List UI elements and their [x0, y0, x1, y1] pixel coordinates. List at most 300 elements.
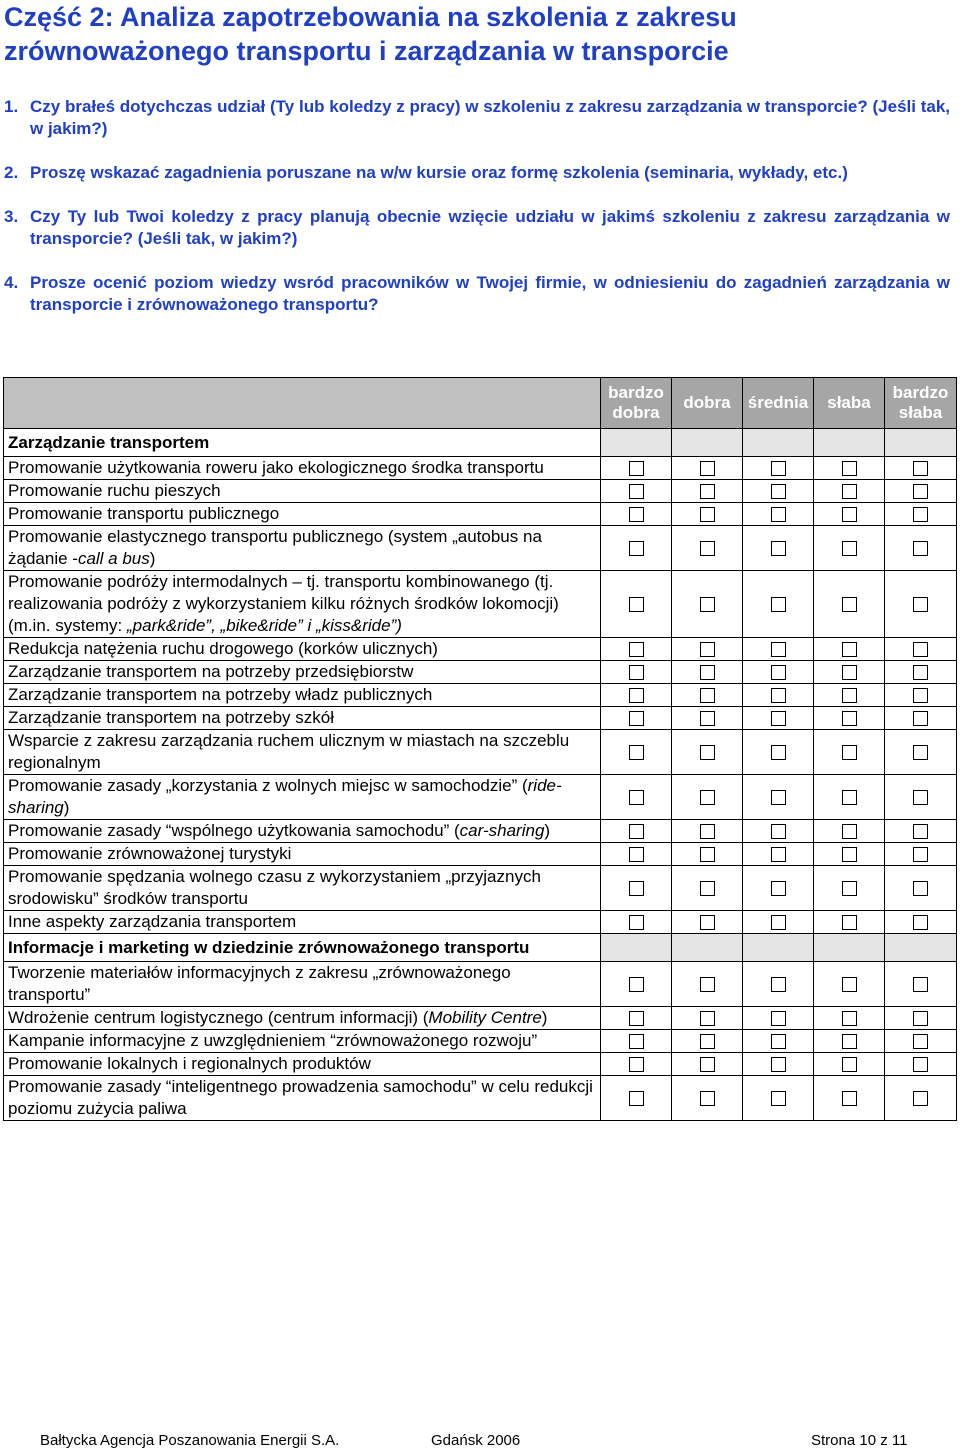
rating-cell: [743, 911, 814, 934]
rating-checkbox[interactable]: [700, 824, 715, 839]
rating-checkbox[interactable]: [771, 790, 786, 805]
item-label: [4, 571, 601, 638]
rating-checkbox[interactable]: [913, 915, 928, 930]
item-label-segment: Promowanie użytkowania roweru jako ekologicznego środka transportu: [8, 458, 544, 477]
table-row: [4, 1053, 957, 1076]
rating-checkbox[interactable]: [913, 1091, 928, 1106]
item-label-segment: Wsparcie z zakresu zarządzania ruchem ulicznym w miastach na szczeblu regionalnym: [8, 731, 570, 772]
table-row: [4, 820, 957, 843]
rating-cell: [601, 1030, 672, 1053]
table-row: [4, 866, 957, 911]
table-row: [4, 503, 957, 526]
rating-cell: [743, 820, 814, 843]
rating-cell: [885, 684, 957, 707]
rating-cell: [672, 911, 743, 934]
rating-cell: [885, 526, 957, 571]
table-row: [4, 775, 957, 820]
rating-cell: [672, 1076, 743, 1121]
rating-cell: [601, 457, 672, 480]
rating-checkbox[interactable]: [771, 881, 786, 896]
rating-cell: [814, 1053, 885, 1076]
table-row: [4, 457, 957, 480]
rating-checkbox[interactable]: [842, 881, 857, 896]
section-blank-cell: [814, 429, 885, 457]
rating-cell: [885, 843, 957, 866]
rating-cell: [672, 457, 743, 480]
rating-checkbox[interactable]: [700, 1057, 715, 1072]
section-header-row: [4, 429, 957, 457]
rating-cell: [814, 638, 885, 661]
section-blank-cell: [885, 934, 957, 962]
item-label-segment: Mobility Centre: [428, 1008, 542, 1027]
rating-cell: [672, 1053, 743, 1076]
section-header-row: [4, 934, 957, 962]
question-number: 1.: [4, 97, 19, 116]
rating-cell: [885, 707, 957, 730]
table-row: [4, 730, 957, 775]
rating-cell: [743, 730, 814, 775]
item-label: [4, 684, 601, 707]
rating-cell: [672, 503, 743, 526]
rating-checkbox[interactable]: [700, 790, 715, 805]
item-label-segment: ): [544, 821, 551, 840]
rating-cell: [814, 1076, 885, 1121]
section-blank-cell: [743, 429, 814, 457]
rating-cell: [672, 571, 743, 638]
item-label: [4, 775, 601, 820]
table-row: [4, 1007, 957, 1030]
rating-checkbox[interactable]: [771, 1091, 786, 1106]
rating-cell: [672, 526, 743, 571]
rating-cell: [743, 1076, 814, 1121]
rating-cell: [601, 730, 672, 775]
rating-checkbox[interactable]: [842, 597, 857, 612]
rating-checkbox[interactable]: [913, 847, 928, 862]
rating-checkbox[interactable]: [629, 642, 644, 657]
item-label-segment: Zarządzanie transportem na potrzeby przedsiębiorstw: [8, 662, 414, 681]
section-blank-cell: [672, 934, 743, 962]
rating-checkbox[interactable]: [913, 1034, 928, 1049]
rating-checkbox[interactable]: [842, 1011, 857, 1026]
rating-cell: [601, 638, 672, 661]
table-row: [4, 962, 957, 1007]
rating-cell: [814, 962, 885, 1007]
rating-cell: [601, 1053, 672, 1076]
item-label: [4, 1053, 601, 1076]
rating-checkbox[interactable]: [771, 977, 786, 992]
header-blank-cell: [4, 378, 601, 429]
rating-checkbox[interactable]: [700, 977, 715, 992]
rating-cell: [814, 866, 885, 911]
rating-cell: [814, 480, 885, 503]
item-label: [4, 638, 601, 661]
rating-cell: [672, 1007, 743, 1030]
rating-cell: [814, 730, 885, 775]
rating-cell: [743, 962, 814, 1007]
rating-cell: [885, 503, 957, 526]
rating-cell: [885, 638, 957, 661]
rating-checkbox[interactable]: [913, 790, 928, 805]
item-label: [4, 1030, 601, 1053]
item-label: [4, 843, 601, 866]
rating-checkbox[interactable]: [771, 507, 786, 522]
item-label-segment: ): [63, 798, 70, 817]
rating-checkbox[interactable]: [700, 915, 715, 930]
rating-checkbox[interactable]: [913, 688, 928, 703]
item-label-segment: Promowanie ruchu pieszych: [8, 481, 221, 500]
rating-checkbox[interactable]: [771, 642, 786, 657]
rating-checkbox[interactable]: [771, 461, 786, 476]
rating-cell: [885, 820, 957, 843]
question-1: [4, 96, 950, 140]
rating-cell: [885, 730, 957, 775]
item-label: [4, 1076, 601, 1121]
rating-cell: [814, 526, 885, 571]
rating-cell: [885, 457, 957, 480]
rating-checkbox[interactable]: [629, 977, 644, 992]
rating-cell: [814, 661, 885, 684]
rating-checkbox[interactable]: [700, 665, 715, 680]
rating-checkbox[interactable]: [842, 915, 857, 930]
rating-checkbox[interactable]: [913, 642, 928, 657]
rating-checkbox[interactable]: [771, 688, 786, 703]
rating-cell: [743, 1030, 814, 1053]
rating-checkbox[interactable]: [842, 847, 857, 862]
section-blank-cell: [601, 934, 672, 962]
rating-checkbox[interactable]: [842, 977, 857, 992]
rating-cell: [672, 707, 743, 730]
rating-cell: [601, 843, 672, 866]
rating-checkbox[interactable]: [629, 665, 644, 680]
item-label: [4, 707, 601, 730]
rating-cell: [672, 866, 743, 911]
rating-checkbox[interactable]: [842, 665, 857, 680]
rating-checkbox[interactable]: [842, 541, 857, 556]
rating-checkbox[interactable]: [771, 541, 786, 556]
rating-checkbox[interactable]: [700, 484, 715, 499]
page-heading: Część 2: Analiza zapotrzebowania na szkolenia z zakresu zrównoważonego transportu i zarządzania w transporcie: [4, 2, 737, 66]
rating-cell: [672, 730, 743, 775]
rating-checkbox[interactable]: [771, 745, 786, 760]
rating-checkbox[interactable]: [700, 745, 715, 760]
section-title: Zarządzanie transportem: [4, 429, 601, 457]
rating-checkbox[interactable]: [913, 541, 928, 556]
table-row: [4, 707, 957, 730]
table-row: [4, 661, 957, 684]
rating-cell: [601, 571, 672, 638]
item-label-segment: Promowanie zrównoważonej turystyki: [8, 844, 292, 863]
section-title: Informacje i marketing w dziedzinie zrównoważonego transportu: [4, 934, 601, 962]
rating-cell: [885, 911, 957, 934]
rating-checkbox[interactable]: [771, 1057, 786, 1072]
rating-checkbox[interactable]: [913, 1011, 928, 1026]
rating-cell: [885, 1053, 957, 1076]
section-blank-cell: [814, 934, 885, 962]
rating-checkbox[interactable]: [700, 597, 715, 612]
rating-checkbox[interactable]: [913, 745, 928, 760]
rating-cell: [601, 1076, 672, 1121]
question-4: [4, 272, 950, 316]
rating-checkbox[interactable]: [913, 461, 928, 476]
rating-checkbox[interactable]: [700, 711, 715, 726]
rating-checkbox[interactable]: [700, 847, 715, 862]
rating-cell: [601, 480, 672, 503]
rating-cell: [601, 1007, 672, 1030]
item-label-segment: ): [149, 549, 156, 568]
table-row: [4, 480, 957, 503]
rating-checkbox[interactable]: [700, 461, 715, 476]
rating-cell: [814, 820, 885, 843]
footer-organization: Bałtycka Agencja Poszanowania Energii S.A.: [40, 1432, 340, 1449]
rating-cell: [743, 843, 814, 866]
rating-cell: [814, 571, 885, 638]
rating-checkbox[interactable]: [771, 597, 786, 612]
rating-checkbox[interactable]: [629, 461, 644, 476]
item-label-segment: Promowanie spędzania wolnego czasu z wykorzystaniem „przyjaznych srodowisku” środków transportu: [8, 867, 541, 908]
rating-checkbox[interactable]: [842, 642, 857, 657]
rating-cell: [814, 503, 885, 526]
header-option: bardzo słaba: [885, 378, 957, 429]
rating-checkbox[interactable]: [629, 1034, 644, 1049]
section-blank-cell: [601, 429, 672, 457]
footer-place-date: Gdańsk 2006: [431, 1432, 521, 1449]
rating-checkbox[interactable]: [913, 1057, 928, 1072]
rating-checkbox[interactable]: [700, 1011, 715, 1026]
rating-checkbox[interactable]: [771, 711, 786, 726]
rating-cell: [814, 1030, 885, 1053]
rating-table: [3, 377, 957, 1121]
rating-checkbox[interactable]: [629, 1011, 644, 1026]
rating-cell: [814, 775, 885, 820]
rating-checkbox[interactable]: [629, 597, 644, 612]
rating-cell: [601, 661, 672, 684]
rating-cell: [743, 661, 814, 684]
rating-cell: [885, 571, 957, 638]
item-label-segment: Promowanie podróży intermodalnych – tj. transportu kombinowanego (tj. realizowania podróży z wykorzystaniem kilku różnych środków lokomocji) (m.in. systemy:: [8, 572, 559, 635]
rating-cell: [672, 1030, 743, 1053]
rating-checkbox[interactable]: [913, 484, 928, 499]
item-label: [4, 1007, 601, 1030]
rating-cell: [743, 503, 814, 526]
rating-table-body: [4, 429, 957, 1121]
item-label: [4, 457, 601, 480]
rating-checkbox[interactable]: [629, 507, 644, 522]
rating-cell: [601, 707, 672, 730]
item-label-segment: Promowanie zasady „korzystania z wolnych miejsc w samochodzie” (: [8, 776, 528, 795]
rating-checkbox[interactable]: [913, 977, 928, 992]
rating-checkbox[interactable]: [913, 824, 928, 839]
rating-cell: [743, 571, 814, 638]
rating-cell: [814, 1007, 885, 1030]
rating-checkbox[interactable]: [842, 507, 857, 522]
item-label-segment: Redukcja natężenia ruchu drogowego (korków ulicznych): [8, 639, 438, 658]
table-row: [4, 684, 957, 707]
rating-cell: [672, 820, 743, 843]
rating-checkbox[interactable]: [842, 1034, 857, 1049]
header-option: dobra: [672, 378, 743, 429]
rating-checkbox[interactable]: [913, 881, 928, 896]
rating-checkbox[interactable]: [842, 461, 857, 476]
table-row: [4, 911, 957, 934]
rating-checkbox[interactable]: [629, 1057, 644, 1072]
question-3: [4, 206, 950, 250]
rating-cell: [672, 684, 743, 707]
item-label-segment: Tworzenie materiałów informacyjnych z zakresu „zrównoważonego transportu”: [8, 963, 511, 1004]
rating-cell: [672, 962, 743, 1007]
rating-checkbox[interactable]: [913, 711, 928, 726]
rating-checkbox[interactable]: [913, 597, 928, 612]
rating-checkbox[interactable]: [629, 688, 644, 703]
rating-cell: [672, 480, 743, 503]
item-label-segment: Promowanie lokalnych i regionalnych produktów: [8, 1054, 371, 1073]
rating-cell: [743, 707, 814, 730]
rating-cell: [814, 457, 885, 480]
item-label-segment: Promowanie transportu publicznego: [8, 504, 280, 523]
rating-cell: [601, 526, 672, 571]
rating-checkbox[interactable]: [842, 711, 857, 726]
rating-cell: [885, 866, 957, 911]
rating-checkbox[interactable]: [629, 484, 644, 499]
question-2: [4, 162, 950, 184]
item-label-segment: Promowanie zasady “inteligentnego prowadzenia samochodu” w celu redukcji poziomu zużycia paliwa: [8, 1077, 593, 1118]
rating-cell: [814, 911, 885, 934]
rating-cell: [814, 707, 885, 730]
rating-checkbox[interactable]: [771, 1011, 786, 1026]
rating-cell: [743, 1053, 814, 1076]
item-label-segment: ride-sharing: [8, 776, 562, 817]
item-label: [4, 480, 601, 503]
rating-cell: [885, 962, 957, 1007]
rating-cell: [743, 775, 814, 820]
rating-cell: [743, 684, 814, 707]
question-number: 3.: [4, 207, 19, 226]
rating-checkbox[interactable]: [629, 1091, 644, 1106]
rating-checkbox[interactable]: [700, 1091, 715, 1106]
table-header-row: [4, 378, 957, 429]
item-label-segment: Zarządzanie transportem na potrzeby władz publicznych: [8, 685, 433, 704]
rating-cell: [672, 775, 743, 820]
rating-checkbox[interactable]: [842, 1091, 857, 1106]
rating-checkbox[interactable]: [842, 824, 857, 839]
rating-checkbox[interactable]: [842, 688, 857, 703]
rating-checkbox[interactable]: [842, 790, 857, 805]
rating-checkbox[interactable]: [629, 824, 644, 839]
question-number: 2.: [4, 163, 19, 182]
rating-cell: [672, 661, 743, 684]
header-option: słaba: [814, 378, 885, 429]
rating-checkbox[interactable]: [771, 847, 786, 862]
item-label: [4, 866, 601, 911]
item-label: [4, 730, 601, 775]
rating-checkbox[interactable]: [771, 824, 786, 839]
rating-cell: [672, 843, 743, 866]
item-label-segment: Wdrożenie centrum logistycznego (centrum informacji) (: [8, 1008, 429, 1027]
item-label-segment: Kampanie informacyjne z uwzględnieniem “zrównoważonego rozwoju”: [8, 1031, 538, 1050]
rating-checkbox[interactable]: [629, 915, 644, 930]
rating-checkbox[interactable]: [629, 790, 644, 805]
rating-checkbox[interactable]: [771, 915, 786, 930]
section-blank-cell: [885, 429, 957, 457]
rating-checkbox[interactable]: [700, 507, 715, 522]
rating-cell: [885, 1030, 957, 1053]
item-label-segment: Promowanie elastycznego transportu publicznego (system „autobus na żądanie -: [8, 527, 542, 568]
rating-cell: [601, 684, 672, 707]
item-label-segment: „park&ride”, „bike&ride” i „kiss&ride”): [127, 616, 402, 635]
rating-cell: [743, 526, 814, 571]
rating-checkbox[interactable]: [700, 541, 715, 556]
rating-checkbox[interactable]: [629, 881, 644, 896]
rating-checkbox[interactable]: [913, 665, 928, 680]
table-row: [4, 1030, 957, 1053]
rating-checkbox[interactable]: [700, 881, 715, 896]
rating-cell: [743, 638, 814, 661]
rating-cell: [885, 480, 957, 503]
header-option: bardzo dobra: [601, 378, 672, 429]
rating-checkbox[interactable]: [842, 484, 857, 499]
rating-cell: [743, 1007, 814, 1030]
rating-checkbox[interactable]: [629, 745, 644, 760]
rating-checkbox[interactable]: [771, 665, 786, 680]
item-label: [4, 911, 601, 934]
table-row: [4, 1076, 957, 1121]
rating-cell: [885, 1076, 957, 1121]
question-text: Proszę wskazać zagadnienia poruszane na w/w kursie oraz formę szkolenia (seminaria, wykłady, etc.): [30, 163, 848, 182]
rating-cell: [885, 661, 957, 684]
rating-checkbox[interactable]: [913, 507, 928, 522]
rating-cell: [885, 775, 957, 820]
item-label-segment: ): [541, 1008, 548, 1027]
question-text: Czy Ty lub Twoi koledzy z pracy planują obecnie wzięcie udziału w jakimś szkoleniu z zakresu zarządzania w transporcie? (Jeśli tak, w jakim?): [30, 207, 950, 248]
item-label-segment: car-sharing: [459, 821, 545, 840]
item-label: [4, 526, 601, 571]
rating-checkbox[interactable]: [629, 711, 644, 726]
rating-cell: [743, 457, 814, 480]
rating-cell: [743, 480, 814, 503]
section-blank-cell: [672, 429, 743, 457]
rating-checkbox[interactable]: [700, 1034, 715, 1049]
question-text: Czy brałeś dotychczas udział (Ty lub koledzy z pracy) w szkoleniu z zakresu zarządzania w transporcie? (Jeśli tak, w jakim?): [30, 97, 950, 138]
rating-cell: [601, 866, 672, 911]
item-label-segment: Zarządzanie transportem na potrzeby szkół: [8, 708, 334, 727]
item-label: [4, 503, 601, 526]
rating-checkbox[interactable]: [629, 541, 644, 556]
rating-cell: [601, 820, 672, 843]
rating-checkbox[interactable]: [700, 642, 715, 657]
rating-checkbox[interactable]: [771, 484, 786, 499]
rating-checkbox[interactable]: [842, 1057, 857, 1072]
rating-checkbox[interactable]: [842, 745, 857, 760]
rating-cell: [601, 911, 672, 934]
footer-page-number: Strona 10 z 11: [811, 1432, 908, 1449]
item-label: [4, 661, 601, 684]
rating-checkbox[interactable]: [629, 847, 644, 862]
item-label: [4, 962, 601, 1007]
rating-cell: [885, 1007, 957, 1030]
rating-cell: [601, 775, 672, 820]
table-row: [4, 526, 957, 571]
header-option: średnia: [743, 378, 814, 429]
rating-checkbox[interactable]: [771, 1034, 786, 1049]
section-blank-cell: [743, 934, 814, 962]
rating-cell: [672, 638, 743, 661]
question-text: Prosze ocenić poziom wiedzy wsród pracowników w Twojej firmie, w odniesieniu do zagadnień zarządzania w transporcie i zrównoważonego transportu?: [30, 273, 950, 314]
rating-cell: [601, 962, 672, 1007]
rating-checkbox[interactable]: [700, 688, 715, 703]
rating-cell: [814, 684, 885, 707]
question-number: 4.: [4, 273, 19, 292]
questions-list: [4, 96, 950, 338]
rating-cell: [601, 503, 672, 526]
